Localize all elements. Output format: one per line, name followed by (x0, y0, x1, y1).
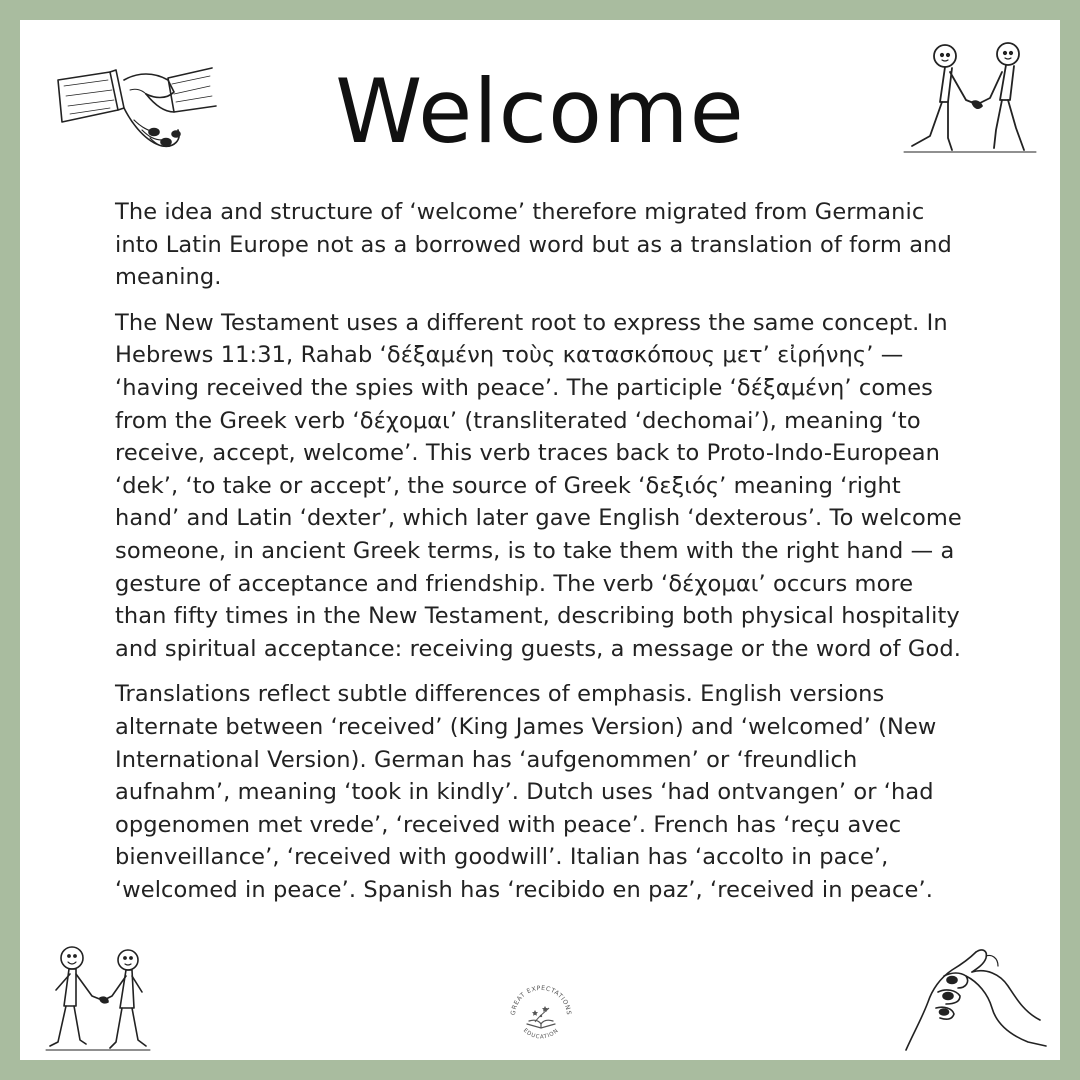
logo-top-text: GREAT EXPECTATIONS (509, 984, 573, 1016)
stick-figures-greeting-icon (42, 942, 152, 1057)
clasped-hands-icon (900, 942, 1050, 1052)
stick-figures-handshake-icon (900, 40, 1040, 170)
paragraph-1: The idea and structure of ‘welcome’ therefore migrated from Germanic into Latin Europe not as a borrowed word but as a translation of form and meaning. (115, 199, 952, 291)
welcome-card (20, 20, 1060, 1060)
book-icon (527, 1020, 555, 1028)
svg-text:GREAT EXPECTATIONS (510, 985, 572, 1016)
svg-text:EDUCATION (522, 1028, 560, 1041)
handshake-icon (50, 50, 220, 160)
great-expectations-logo (505, 978, 577, 1050)
paragraph-3: Translations reflect subtle differences of emphasis. English versions alternate between ‘received’ (King James Version) and ‘welcomed’ (New International Version). German has ‘aufgenommen’ or ‘freundlich aufnahm’, meaning ‘took in kindly’. Dutch uses ‘had ontvangen’ or ‘had opgenomen met vrede’, ‘received with peace’. French has ‘reçu avec bienveillance’, ‘received with goodwill’. Italian has ‘accolto in pace’, ‘welcomed in peace’. Spanish has ‘recibido en paz’, ‘received in peace’. (115, 681, 937, 903)
logo-bottom-text: EDUCATION (521, 1027, 561, 1041)
article-body (115, 196, 965, 919)
paragraph-2: The New Testament uses a different root to express the same concept. In Hebrews 11:31, Rahab ‘δέξαμένη τοὺς κατασκόπους μετ’ εἰρήνης’ — ‘having received the spies with peace’. The participle ‘δέξαμένη’ comes from the Greek verb ‘δέχομαι’ (transliterated ‘dechomai’), meaning ‘to receive, accept, welcome’. This verb traces back to Proto-Indo-European ‘dek’, ‘to take or accept’, the source of Greek ‘δεξιός’ meaning ‘right hand’ and Latin ‘dexter’, which later gave English ‘dexterous’. To welcome someone, in ancient Greek terms, is to take them with the right hand — a gesture of acceptance and friendship. The verb ‘δέχομαι’ occurs more than fifty times in the New Testament, describing both physical hospitality and spiritual acceptance: receiving guests, a message or the word of God. (115, 309, 962, 662)
page-title: Welcome (335, 60, 745, 163)
